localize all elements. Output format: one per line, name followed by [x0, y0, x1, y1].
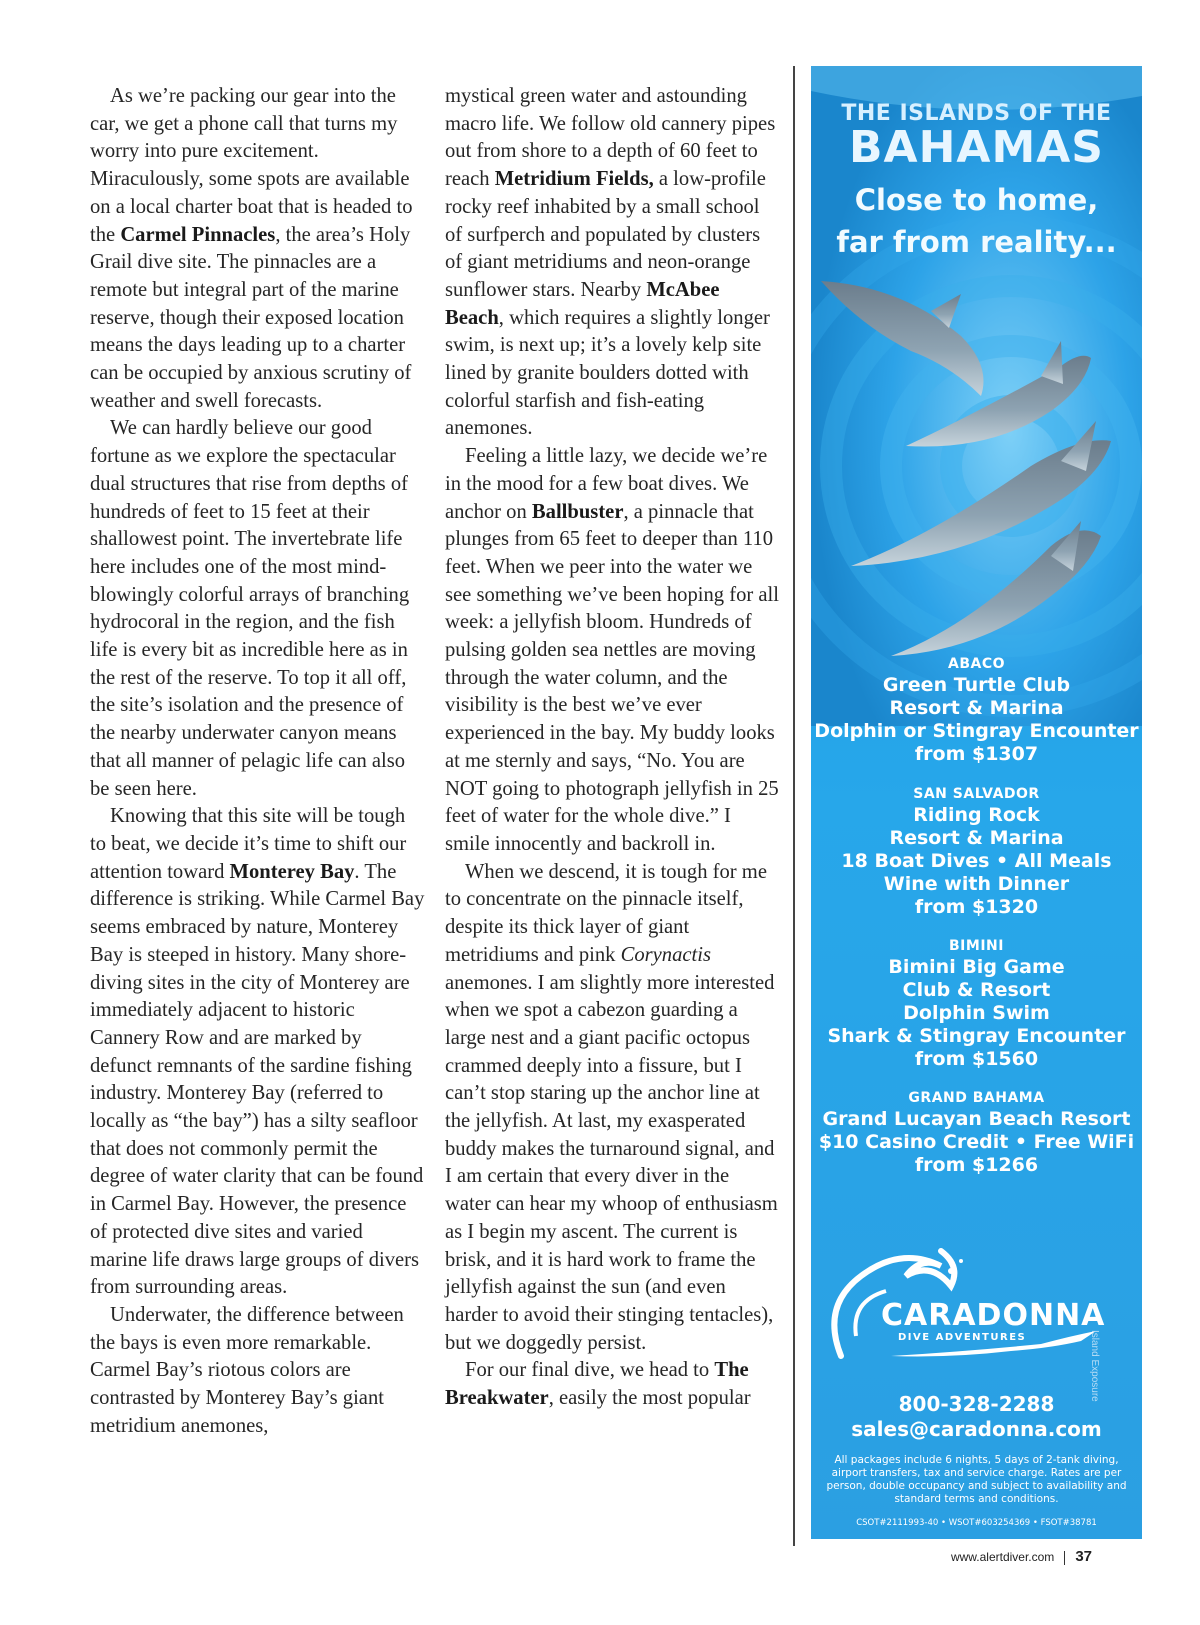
ad-tagline-top: THE ISLANDS OF THE [841, 101, 1112, 126]
text-run: a low-profile rocky reef inhabited by a small school of surfperch and populated by clusters of giant metridiums and neon-orange sunflower stars. Nearby [445, 168, 766, 301]
text-run: , the area’s Holy Grail dive site. The pinnacles are a remote but integral part of the marine reserve, though their exposed location means the days leading up to a charter can be occupied by anxious scrutiny of weather and swell forecasts. [90, 223, 412, 412]
ad-package-line: Club & Resort [902, 979, 1051, 1001]
ad-package-line: from $1307 [914, 743, 1039, 765]
ad-package-line: from $1320 [914, 896, 1039, 918]
ad-package-region: ABACO [947, 656, 1006, 672]
page-number: 37 [1075, 1548, 1092, 1565]
article-paragraph [90, 803, 425, 1302]
ad-package-grand-bahama [811, 1090, 1142, 1177]
ad-phone[interactable]: 800-328-2288 [898, 1392, 1055, 1416]
ad-package-region: GRAND BAHAMA [908, 1090, 1045, 1106]
text-run: When we descend, it is tough for me to concentrate on the pinnacle itself, despite its thick layer of giant metridiums and pink [445, 860, 767, 966]
ad-package-region: BIMINI [949, 938, 1004, 954]
ad-slogan-line-1: Close to home, [854, 183, 1099, 217]
species-name: Corynactis [620, 943, 711, 966]
ad-package-line: Dolphin Swim [903, 1002, 1050, 1024]
text-run: For our final dive, we head to [465, 1359, 715, 1382]
ad-package-bimini [811, 938, 1142, 1071]
ad-slogan-line-2: far from reality... [836, 225, 1117, 259]
article-paragraph [445, 1357, 780, 1412]
ad-package-line: Riding Rock [913, 804, 1040, 826]
ad-package-line: Dolphin or Stingray Encounter [814, 720, 1139, 742]
ad-email[interactable]: sales@caradonna.com [851, 1417, 1102, 1441]
ad-headline-bahamas: BAHAMAS [849, 122, 1104, 173]
ad-registration-numbers: CSOT#2111993-40 • WSOT#603254369 • FSOT#38781 [856, 1518, 1097, 1528]
text-run: anemones. I am slightly more interested when we spot a cabezon guarding a large nest and a giant pacific octopus crammed deeply into a fissure, but I can’t stop staring up the anchor line at the jellyfish. At last, my exasperated buddy makes the turnaround signal, and I am certain that every diver in the water can hear my whoop of enthusiasm as I begin my ascent. The current is brisk, and it is hard work to frame the jellyfish against the sun (and even harder to avoid their stinging tentacles), but we doggedly persist. [445, 971, 778, 1354]
place-name: Metridium Fields, [494, 168, 654, 191]
text-run: Underwater, the difference between the bays is even more remarkable. Carmel Bay’s riotous colors are contrasted by Monterey Bay’s giant metridium anemones, [90, 1303, 404, 1437]
ad-package-line: Grand Lucayan Beach Resort [822, 1108, 1131, 1130]
ad-slogan [811, 179, 1142, 263]
ad-package-line: from $1560 [914, 1048, 1039, 1070]
ad-package-abaco [811, 656, 1142, 766]
article-paragraph [90, 415, 425, 803]
text-run: Knowing that this site will be tough to beat, we decide it’s time to shift our attention toward [90, 805, 407, 883]
ad-package-line: Green Turtle Club [882, 674, 1071, 696]
text-run: , a pinnacle that plunges from 65 feet to deeper than 110 feet. When we peer into the water we see something we’ve been hoping for all week: a jellyfish bloom. Hundreds of pulsing golden sea nettles are moving through the water column, and the visibility is the best we’ve ever experienced in the bay. My buddy looks at me sternly and says, “No. You are NOT going to photograph jellyfish in 25 feet of water for the whole dive.” I smile innocently and backroll in. [445, 500, 779, 855]
caradonna-logo-subtitle: DIVE ADVENTURES [898, 1332, 1027, 1343]
footer-url[interactable]: www.alertdiver.com [950, 1550, 1055, 1564]
text-run: , which requires a slightly longer swim, is next up; it’s a lovely kelp site lined by granite boulders dotted with colorful starfish and fish-eating anemones. [445, 306, 770, 440]
ad-package-san-salvador [811, 786, 1142, 919]
article-paragraph [445, 443, 780, 859]
article-paragraph [90, 83, 425, 415]
place-name: Carmel Pinnacles [120, 223, 276, 246]
ad-package-line: 18 Boat Dives • All Meals [841, 850, 1112, 872]
text-run: We can hardly believe our good fortune as we explore the spectacular dual structures that rise from depths of hundreds of feet to 15 feet at their shallowest point. The invertebrate life here includes one of the most mind-blowingly colorful arrays of branching hydrocoral in the region, and the fish life is every bit as incredible here as in the rest of the reserve. To top it all off, the site’s isolation and the presence of the nearby underwater canyon means that all manner of pelagic life can also be seen here. [90, 417, 410, 800]
text-run: As we’re packing our gear into the car, we get a phone call that turns my worry into pure excitement. Miraculously, some spots are available on a local charter boat that is headed to the [90, 85, 413, 246]
text-run: mystical green water and astounding macro life. We follow old cannery pipes out from shore to a depth of 60 feet to reach [445, 85, 776, 191]
ad-package-line: Shark & Stingray Encounter [827, 1025, 1126, 1047]
footer-separator [1064, 1551, 1065, 1565]
article-paragraph [90, 1302, 425, 1441]
ad-package-line: Resort & Marina [889, 697, 1064, 719]
text-run: . The difference is striking. While Carmel Bay seems embraced by nature, Monterey Bay is steeped in history. Many shore-diving sites in the city of Monterey are immediately adjacent to historic Cannery Row and are marked by defunct remnants of the sardine fishing industry. Monterey Bay (referred to locally as “the bay”) has a silty seafloor that does not commonly permit the degree of water clarity that can be found in Carmel Bay. However, the presence of protected dive sites and varied marine life draws large groups of divers from surrounding areas. [90, 860, 425, 1299]
ad-fine-print: All packages include 6 nights, 5 days of 2-tank diving, airport transfers, tax and service charge. Rates are per person, double occupancy and subject to availability and standard terms and conditions. [826, 1454, 1127, 1505]
column-divider [793, 66, 795, 1546]
article-column-left [90, 83, 425, 1440]
place-name: Monterey Bay [229, 860, 355, 883]
bahamas-advertisement [811, 66, 1142, 1539]
ad-package-region: SAN SALVADOR [913, 786, 1040, 802]
ad-package-line: Bimini Big Game [888, 956, 1065, 978]
place-name: Ballbuster [531, 500, 624, 523]
article-paragraph [445, 859, 780, 1358]
place-name: The Breakwater [445, 1359, 749, 1410]
text-run: , easily the most popular [548, 1387, 751, 1410]
ad-package-line: $10 Casino Credit • Free WiFi [818, 1131, 1135, 1153]
place-name: McAbee Beach [445, 278, 720, 329]
page-footer [951, 1548, 1092, 1565]
ad-package-line: from $1266 [914, 1154, 1039, 1176]
photo-credit: Island Exposure [1089, 1330, 1100, 1402]
ad-package-line: Wine with Dinner [883, 873, 1070, 895]
caradonna-logo-text: CARADONNA [881, 1298, 1106, 1333]
article-paragraph [445, 83, 780, 443]
text-run: Feeling a little lazy, we decide we’re in the mood for a few boat dives. We anchor on [445, 445, 768, 523]
article-column-middle [445, 83, 780, 1413]
ad-package-line: Resort & Marina [889, 827, 1064, 849]
